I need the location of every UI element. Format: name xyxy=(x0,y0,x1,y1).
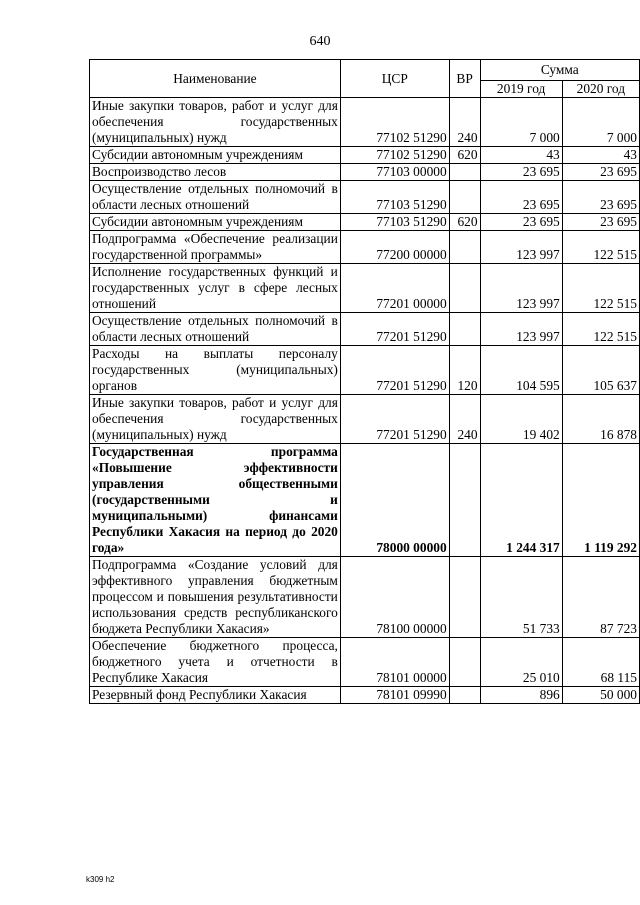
row-amount-2020: 122 515 xyxy=(562,231,639,264)
row-name: Воспроизводство лесов xyxy=(90,164,341,181)
header-year-2020: 2020 год xyxy=(562,81,639,98)
row-vr: 120 xyxy=(449,346,480,395)
table-row xyxy=(90,98,640,147)
row-name: Подпрограмма «Создание условий для эффективного управления бюджетным процессом и повышения результативности использования средств республиканского бюджета Республики Хакасия» xyxy=(90,557,341,638)
row-csr: 77200 00000 xyxy=(340,231,449,264)
header-vr: ВР xyxy=(449,60,480,98)
row-amount-2019: 25 010 xyxy=(480,638,562,687)
row-name: Осуществление отдельных полномочий в области лесных отношений xyxy=(90,313,341,346)
row-csr: 77201 51290 xyxy=(340,395,449,444)
row-csr: 77201 51290 xyxy=(340,313,449,346)
row-name: Исполнение государственных функций и государственных услуг в сфере лесных отношений xyxy=(90,264,341,313)
footer-code: k309 h2 xyxy=(86,875,115,884)
row-csr: 77103 00000 xyxy=(340,164,449,181)
row-csr: 77103 51290 xyxy=(340,181,449,214)
row-vr xyxy=(449,264,480,313)
table-row xyxy=(90,444,640,557)
row-amount-2020: 1 119 292 xyxy=(562,444,639,557)
table-row xyxy=(90,557,640,638)
row-csr: 77201 51290 xyxy=(340,346,449,395)
row-vr xyxy=(449,164,480,181)
row-csr: 77102 51290 xyxy=(340,98,449,147)
row-amount-2020: 23 695 xyxy=(562,164,639,181)
table-row xyxy=(90,214,640,231)
header-csr: ЦСР xyxy=(340,60,449,98)
row-amount-2020: 50 000 xyxy=(562,687,639,704)
row-name: Субсидии автономным учреждениям xyxy=(90,214,341,231)
row-amount-2020: 43 xyxy=(562,147,639,164)
budget-table xyxy=(89,59,640,704)
row-vr: 620 xyxy=(449,214,480,231)
header-sum: Сумма xyxy=(480,60,639,81)
row-amount-2019: 123 997 xyxy=(480,313,562,346)
row-csr: 77201 00000 xyxy=(340,264,449,313)
row-name: Подпрограмма «Обеспечение реализации государственной программы» xyxy=(90,231,341,264)
row-name: Осуществление отдельных полномочий в области лесных отношений xyxy=(90,181,341,214)
row-name: Субсидии автономным учреждениям xyxy=(90,147,341,164)
table-row xyxy=(90,638,640,687)
table-row xyxy=(90,147,640,164)
row-name: Иные закупки товаров, работ и услуг для обеспечения государственных (муниципальных) нужд xyxy=(90,98,341,147)
row-csr: 78101 00000 xyxy=(340,638,449,687)
header-year-2019: 2019 год xyxy=(480,81,562,98)
row-name: Иные закупки товаров, работ и услуг для обеспечения государственных (муниципальных) нужд xyxy=(90,395,341,444)
row-amount-2020: 122 515 xyxy=(562,264,639,313)
row-vr: 240 xyxy=(449,395,480,444)
row-name: Резервный фонд Республики Хакасия xyxy=(90,687,341,704)
row-vr xyxy=(449,444,480,557)
row-amount-2019: 23 695 xyxy=(480,214,562,231)
table-row xyxy=(90,181,640,214)
row-vr xyxy=(449,687,480,704)
row-name: Обеспечение бюджетного процесса, бюджетного учета и отчетности в Республике Хакасия xyxy=(90,638,341,687)
row-amount-2019: 51 733 xyxy=(480,557,562,638)
row-amount-2020: 23 695 xyxy=(562,214,639,231)
row-amount-2019: 7 000 xyxy=(480,98,562,147)
row-amount-2019: 19 402 xyxy=(480,395,562,444)
row-csr: 78100 00000 xyxy=(340,557,449,638)
row-amount-2020: 122 515 xyxy=(562,313,639,346)
row-csr: 78101 09990 xyxy=(340,687,449,704)
row-amount-2019: 104 595 xyxy=(480,346,562,395)
row-vr xyxy=(449,638,480,687)
row-name: Расходы на выплаты персоналу государственных (муниципальных) органов xyxy=(90,346,341,395)
row-amount-2020: 16 878 xyxy=(562,395,639,444)
table-row xyxy=(90,687,640,704)
row-csr: 77103 51290 xyxy=(340,214,449,231)
row-amount-2019: 23 695 xyxy=(480,164,562,181)
row-amount-2019: 896 xyxy=(480,687,562,704)
row-amount-2020: 68 115 xyxy=(562,638,639,687)
row-amount-2019: 43 xyxy=(480,147,562,164)
row-name: Государственная программа «Повышение эффективности управления общественными (государственными и муниципальными) финансами Республики Хакасия на период до 2020 года» xyxy=(90,444,341,557)
row-amount-2019: 123 997 xyxy=(480,264,562,313)
row-amount-2020: 7 000 xyxy=(562,98,639,147)
row-vr: 620 xyxy=(449,147,480,164)
row-csr: 78000 00000 xyxy=(340,444,449,557)
row-amount-2020: 105 637 xyxy=(562,346,639,395)
table-row xyxy=(90,264,640,313)
row-vr xyxy=(449,231,480,264)
table-row xyxy=(90,231,640,264)
row-vr xyxy=(449,181,480,214)
table-row xyxy=(90,313,640,346)
table-row xyxy=(90,164,640,181)
row-vr: 240 xyxy=(449,98,480,147)
table-row xyxy=(90,395,640,444)
header-name: Наименование xyxy=(90,60,341,98)
page-number: 640 xyxy=(309,34,331,49)
row-vr xyxy=(449,313,480,346)
row-csr: 77102 51290 xyxy=(340,147,449,164)
row-vr xyxy=(449,557,480,638)
table-row xyxy=(90,346,640,395)
row-amount-2020: 23 695 xyxy=(562,181,639,214)
row-amount-2019: 1 244 317 xyxy=(480,444,562,557)
row-amount-2019: 23 695 xyxy=(480,181,562,214)
row-amount-2019: 123 997 xyxy=(480,231,562,264)
row-amount-2020: 87 723 xyxy=(562,557,639,638)
